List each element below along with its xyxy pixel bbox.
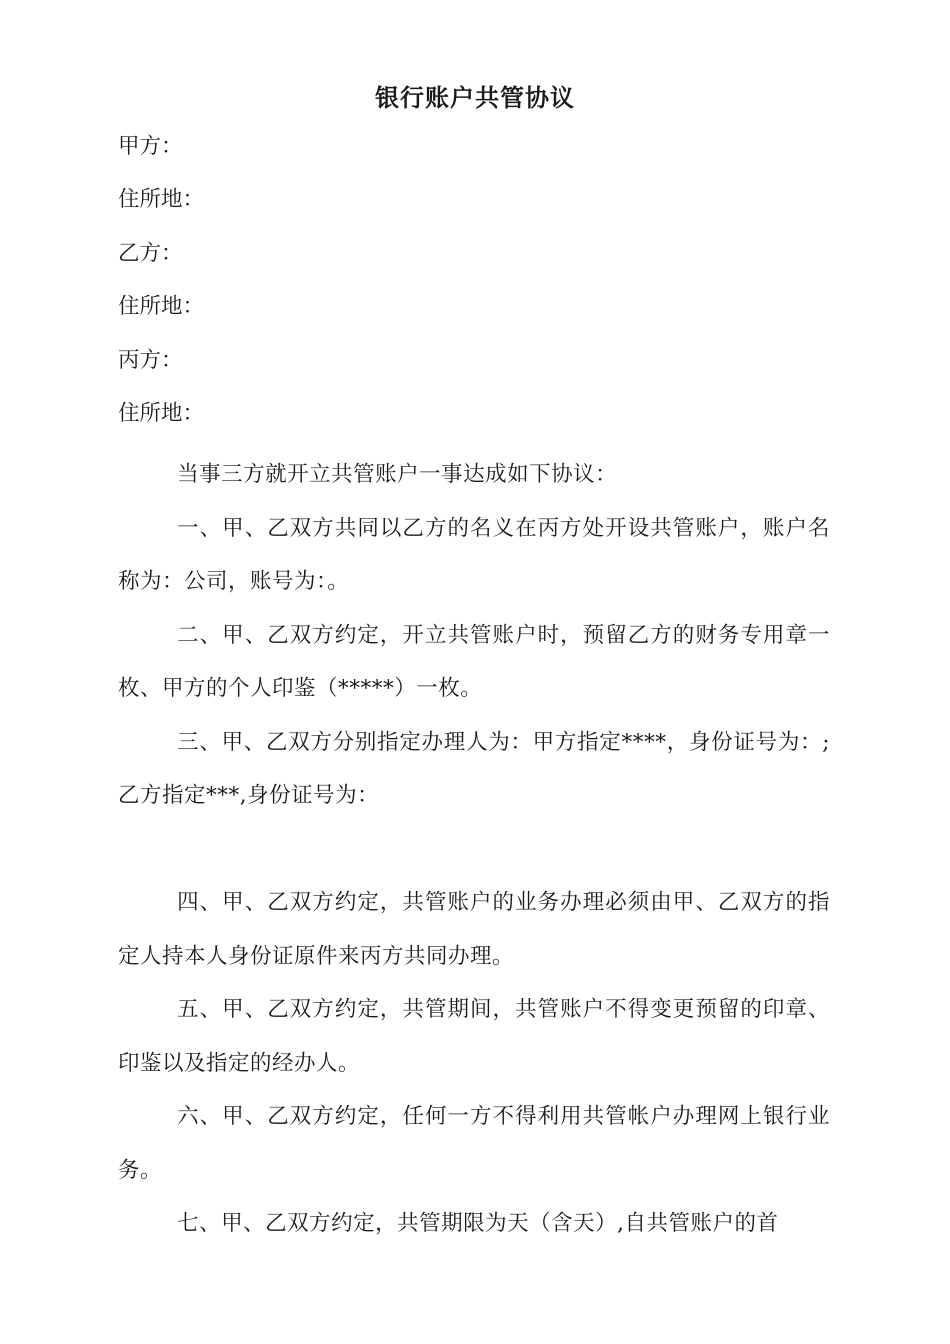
agreement-body bbox=[118, 448, 830, 1251]
clause-6: 六、甲、乙双方约定，任何一方不得利用共管帐户办理网上银行业务。 bbox=[118, 1104, 830, 1183]
party-a-address-label: 住所地： bbox=[118, 187, 205, 213]
party-c-label: 丙方： bbox=[118, 347, 183, 373]
party-c-address-label: 住所地： bbox=[118, 400, 205, 426]
blank-gap bbox=[118, 823, 830, 877]
clause-2: 二、甲、乙双方约定，开立共管账户时，预留乙方的财务专用章一枚、甲方的个人印鉴（*****）一枚。 bbox=[118, 622, 830, 701]
intro-paragraph: 当事三方就开立共管账户一事达成如下协议： bbox=[177, 462, 618, 487]
party-a-label: 甲方： bbox=[118, 134, 183, 159]
clause-5: 五、甲、乙双方约定，共管期间，共管账户不得变更预留的印章、印鉴以及指定的经办人。 bbox=[118, 997, 830, 1076]
clause-7: 七、甲、乙双方约定，共管期限为天（含天）,自共管账户的首 bbox=[177, 1211, 779, 1236]
clause-1: 一、甲、乙双方共同以乙方的名义在丙方处开设共管账户，账户名称为：公司，账号为：。 bbox=[118, 515, 830, 594]
clause-4: 四、甲、乙双方约定，共管账户的业务办理必须由甲、乙双方的指定人持本人身份证原件来丙方共同办理。 bbox=[118, 890, 830, 969]
party-b-address-label: 住所地： bbox=[118, 294, 205, 320]
party-info-block bbox=[118, 128, 838, 448]
clause-3: 三、甲、乙双方分别指定办理人为：甲方指定****，身份证号为：;乙方指定***,身份证号为： bbox=[118, 729, 830, 808]
party-b-label: 乙方： bbox=[118, 240, 183, 266]
document-title: 银行账户共管协议 bbox=[375, 84, 575, 112]
